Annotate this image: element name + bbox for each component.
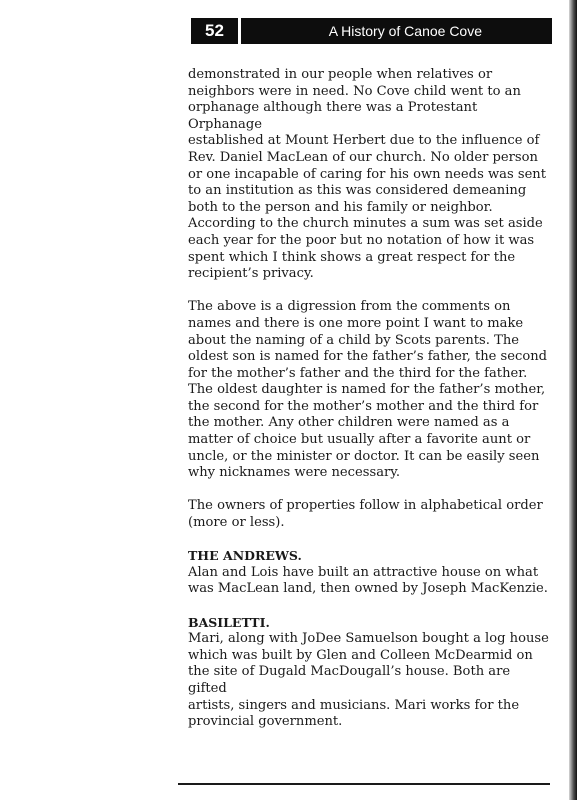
text-line: Rev. Daniel MacLean of our church. No older person	[188, 149, 538, 165]
text-line: orphanage although there was a Protestant Orphanage	[188, 100, 478, 132]
text-line: neighbors were in need. No Cove child went to an	[188, 83, 521, 99]
text-line: provincial government.	[188, 714, 343, 730]
paragraph-owners-intro	[188, 498, 550, 531]
paragraph-spacer	[188, 482, 550, 499]
text-line: Mari, along with JoDee Samuelson bought a log house	[188, 631, 549, 647]
text-line: spent which I think shows a great respect for the	[188, 249, 516, 265]
page-body	[188, 67, 550, 731]
text-line: The owners of properties follow in alphabetical order	[188, 498, 543, 514]
text-line: (more or less).	[188, 515, 285, 531]
section-heading: BASILETTI.	[188, 614, 270, 630]
text-line: the second for the mother’s mother and the third for	[188, 398, 539, 414]
text-line: both to the person and his family or neighbor.	[188, 199, 493, 215]
text-line: or one incapable of caring for his own needs was sent	[188, 166, 547, 182]
scan-edge-shadow	[569, 0, 577, 800]
page-number: 52	[191, 18, 238, 44]
text-line: artists, singers and musicians. Mari works for the	[188, 697, 520, 713]
text-line: about the naming of a child by Scots parents. The	[188, 332, 520, 348]
paragraph-spacer	[188, 598, 550, 615]
section-basiletti	[188, 615, 550, 731]
text-line: recipient’s privacy.	[188, 266, 314, 282]
text-line: uncle, or the minister or doctor. It can be easily seen	[188, 448, 540, 464]
section-heading: THE ANDREWS.	[188, 548, 302, 564]
text-line: demonstrated in our people when relatives or	[188, 67, 493, 82]
text-line: According to the church minutes a sum was set aside	[188, 216, 543, 232]
text-line: established at Mount Herbert due to the influence of	[188, 133, 540, 149]
paragraph-spacer	[188, 283, 550, 300]
text-line: matter of choice but usually after a favorite aunt or	[188, 432, 531, 448]
text-line: was MacLean land, then owned by Joseph MacKenzie.	[188, 581, 548, 597]
text-line: each year for the poor but no notation of how it was	[188, 232, 535, 248]
footer-rule	[178, 783, 550, 785]
text-line: why nicknames were necessary.	[188, 465, 401, 481]
text-line: for the mother’s father and the third for the father.	[188, 365, 528, 381]
text-line: the mother. Any other children were named as a	[188, 415, 510, 431]
text-line: Alan and Lois have built an attractive house on what	[188, 564, 539, 580]
text-line: the site of Dugald MacDougall’s house. Both are gifted	[188, 664, 511, 696]
text-line: names and there is one more point I want to make	[188, 315, 524, 331]
text-line: to an institution as this was considered demeaning	[188, 183, 527, 199]
text-line: which was built by Glen and Colleen McDearmid on	[188, 647, 533, 663]
paragraph-orphanage	[188, 67, 550, 283]
running-title: A History of Canoe Cove	[328, 23, 482, 39]
section-the-andrews	[188, 548, 550, 598]
paragraph-naming	[188, 299, 550, 482]
paragraph-spacer	[188, 532, 550, 549]
running-title-bar	[241, 18, 552, 44]
text-line: The above is a digression from the comments on	[188, 299, 511, 315]
text-line: oldest son is named for the father’s father, the second	[188, 349, 548, 365]
page-header	[191, 18, 552, 44]
text-line: The oldest daughter is named for the father’s mother,	[188, 382, 546, 398]
